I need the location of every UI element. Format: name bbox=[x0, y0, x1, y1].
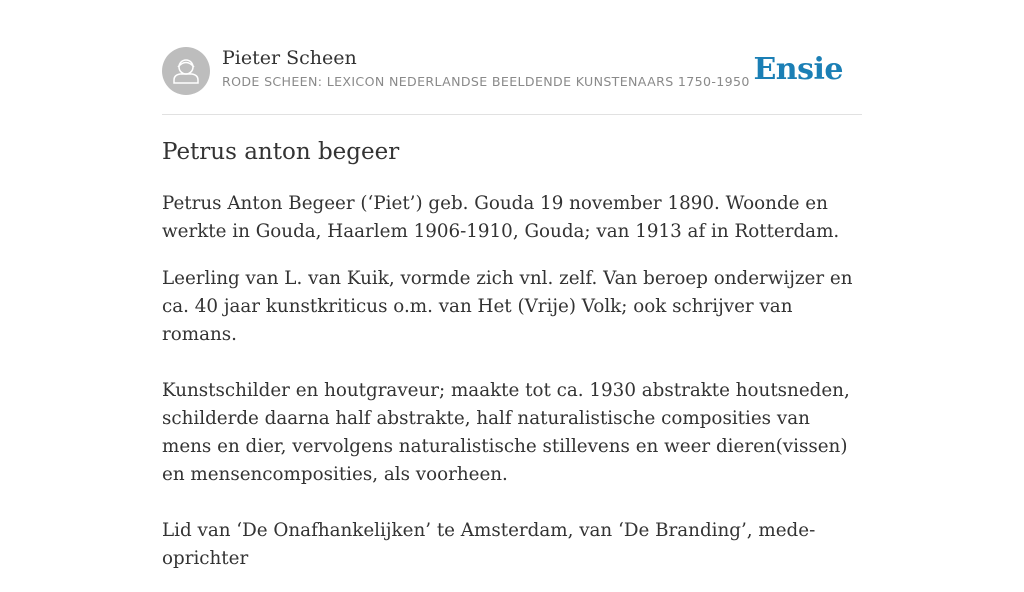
paragraph: Lid van ‘De Onafhankelijken’ te Amsterdam, van ‘De Branding’, mede-oprichter bbox=[162, 520, 816, 569]
user-icon bbox=[162, 47, 210, 95]
ensie-logo[interactable]: Ensie bbox=[753, 52, 843, 87]
article-body bbox=[162, 190, 862, 592]
author-avatar[interactable] bbox=[162, 47, 210, 95]
source-label[interactable]: RODE SCHEEN: LEXICON NEDERLANDSE BEELDENDE KUNSTENAARS 1750-1950 bbox=[222, 74, 750, 89]
paragraph: Petrus Anton Begeer (‘Piet’) geb. Gouda 19 november 1890. Woonde en werkte in Gouda, Haarlem 1906-1910, Gouda; van 1913 af in Rotterdam. bbox=[162, 193, 840, 242]
article-header bbox=[162, 46, 862, 115]
paragraph: Leerling van L. van Kuik, vormde zich vnl. zelf. Van beroep onderwijzer en ca. 40 jaar kunstkriticus o.m. van Het (Vrije) Volk; ook schrijver van romans. bbox=[162, 268, 853, 345]
paragraph: Kunstschilder en houtgraveur; maakte tot ca. 1930 abstrakte houtsneden, schilderde daarna half abstrakte, half naturalistische composities van mens en dier, vervolgens naturalistische stillevens en weer dieren(vissen) en mensencomposities, als voorheen. bbox=[162, 380, 850, 485]
author-name[interactable]: Pieter Scheen bbox=[222, 47, 357, 69]
page-title: Petrus anton begeer bbox=[162, 139, 400, 165]
